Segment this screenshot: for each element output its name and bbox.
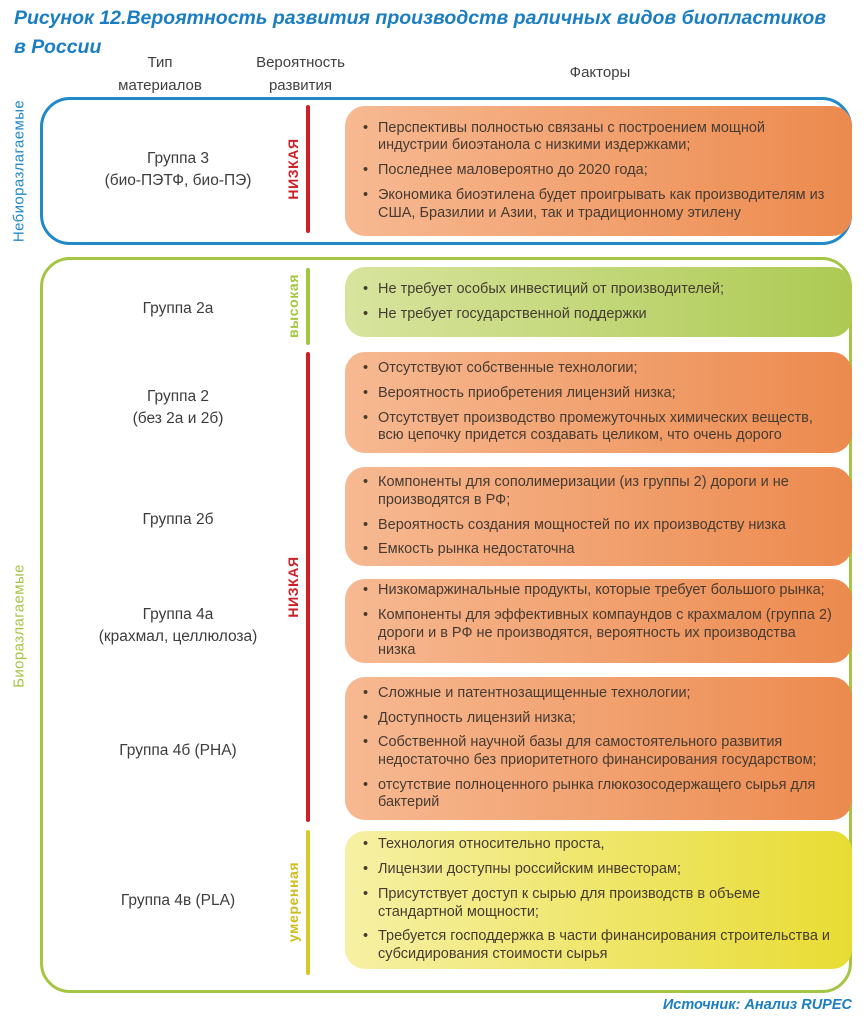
group-name-4b: Группа 4б (PHA) [119,742,237,759]
factor-item: • Последнее маловероятно до 2020 года; [361,162,832,180]
group-name-2b: Группа 2б [142,511,214,528]
factor-item: • Доступность лицензий низка; [361,710,832,728]
column-header-factors: Факторы [569,64,631,81]
column-header-materials: Тип материалов [118,54,202,94]
factor-item: • отсутствие полноценного рынка глюкозосодержащего сырья для бактерий [361,777,832,812]
factor-item: • Емкость рынка недостаточна [361,541,832,559]
figure-root: Рисунок 12.Вероятность развития производств раличных видов биопластиков в России Тип материалов Вероятность развития Факторы Небиоразлагаемые Биоразлагаемые Группа 3 (био-ПЭТФ, био-ПЭ) НИЗКАЯ • Перспективы полностью связаны с построением мощной индустрии биоэтанола с низкими издержками; • Последнее маловероятно до 2020 года; • Экономика биоэтилена будет проигрывать как производителям из США, Бразилии и Азии, так и традиционному этилену Группа 2а высокая • Не требует особых инвестиций от производителей; • Не требует государственной поддержки Группа 2 (без 2а и 2б) • Отсутствуют собственные технологии; • Вероятность приобретения лицензий низка; • Отсутствует производство промежуточных химических веществ, всю цепочку придется создавать целиком, что очень дорого Группа 2б • Компоненты для сополимеризации (из группы 2) дороги и не производятся в РФ; • Вероятность создания мощностей по их производству низка • Емкость рынка недостаточна Группа 4а (крахмал, целлюлоза) • Низкомаржинальные продукты, которые требует большого рынка; • Компоненты для эффективных компаундов с крахмалом (группа 2) дороги и в РФ не производятся, вероятность их производства низка Группа 4б (PHA) • Сложные и патентнозащищенные технологии; • Доступность лицензий низка; • Собственной научной базы для самостоятельного развития недостаточно без приоритетного финансирования государством; • отсутствие полноценного рынка глюкозосодержащего сырья для бактерий НИЗКАЯ Группа 4в (PLA) умеренная • Технология относительно проста, • Лицензии доступны российским инвесторам; • Присутствует доступ к сырью для производств в объеме стандартной мощности; • Требуется господдержка в части финансирования строительства и субсидирования стоимости сырья Источник: Анализ RUPEC [0,0,865,1024]
factors-box-group-2b [345,467,852,566]
factor-item: • Отсутствует производство промежуточных химических веществ, всю цепочку придется создавать целиком, что очень дорого [361,410,832,445]
factor-item: • Не требует особых инвестиций от производителей; [361,281,832,299]
factor-item: • Отсутствуют собственные технологии; [361,360,832,378]
factor-item: • Присутствует доступ к сырью для производств в объеме стандартной мощности; [361,886,832,921]
group-name-2: Группа 2 (без 2а и 2б) [132,388,224,427]
factor-item: • Требуется господдержка в части финансирования строительства и субсидирования стоимости сырья [361,928,832,963]
factors-box-group-4b [345,677,852,820]
group-name-2a: Группа 2а [142,300,214,317]
group-name-4a: Группа 4а (крахмал, целлюлоза) [98,606,258,645]
probability-line-low-2 [306,352,310,822]
figure-title-line1: Рисунок 12.Вероятность развития производств раличных видов биопластиков [14,7,827,29]
factors-box-group-4a [345,579,852,663]
figure-title-line2: в России [14,36,102,59]
factor-item: • Собственной научной базы для самостоятельного развития недостаточно без приоритетного финансирования государством; [361,734,832,769]
factors-box-group-4v [345,831,852,969]
factor-item: • Сложные и патентнозащищенные технологии; [361,685,832,703]
factor-item: • Экономика биоэтилена будет проигрывать как производителям из США, Бразилии и Азии, так и традиционному этилену [361,187,832,222]
factor-item: • Технология относительно проста, [361,836,832,854]
factor-item: • Компоненты для сополимеризации (из группы 2) дороги и не производятся в РФ; [361,474,832,509]
source-note: Источник: Анализ RUPEC [662,997,852,1013]
group-name-3: Группа 3 (био-ПЭТФ, био-ПЭ) [104,150,252,189]
factor-item: • Вероятность приобретения лицензий низка; [361,385,832,403]
probability-line-high [306,268,310,345]
factor-item: • Перспективы полностью связаны с построением мощной индустрии биоэтанола с низкими издержками; [361,120,832,155]
group-name-4v: Группа 4в (PLA) [120,892,236,909]
probability-line-low-1 [306,105,310,233]
factors-box-group-2a [345,267,852,337]
factors-box-group-3 [345,106,852,236]
factor-item: • Вероятность создания мощностей по их производству низка [361,517,832,535]
column-header-probability: Вероятность развития [256,54,345,94]
factors-box-group-2 [345,352,852,453]
factor-item: • Лицензии доступны российским инвесторам; [361,861,832,879]
probability-line-moderate [306,830,310,975]
factor-item: • Низкомаржинальные продукты, которые требует большого рынка; [361,582,832,600]
factor-item: • Компоненты для эффективных компаундов с крахмалом (группа 2) дороги и в РФ не производятся, вероятность их производства низка [361,607,832,660]
factor-item: • Не требует государственной поддержки [361,306,832,324]
